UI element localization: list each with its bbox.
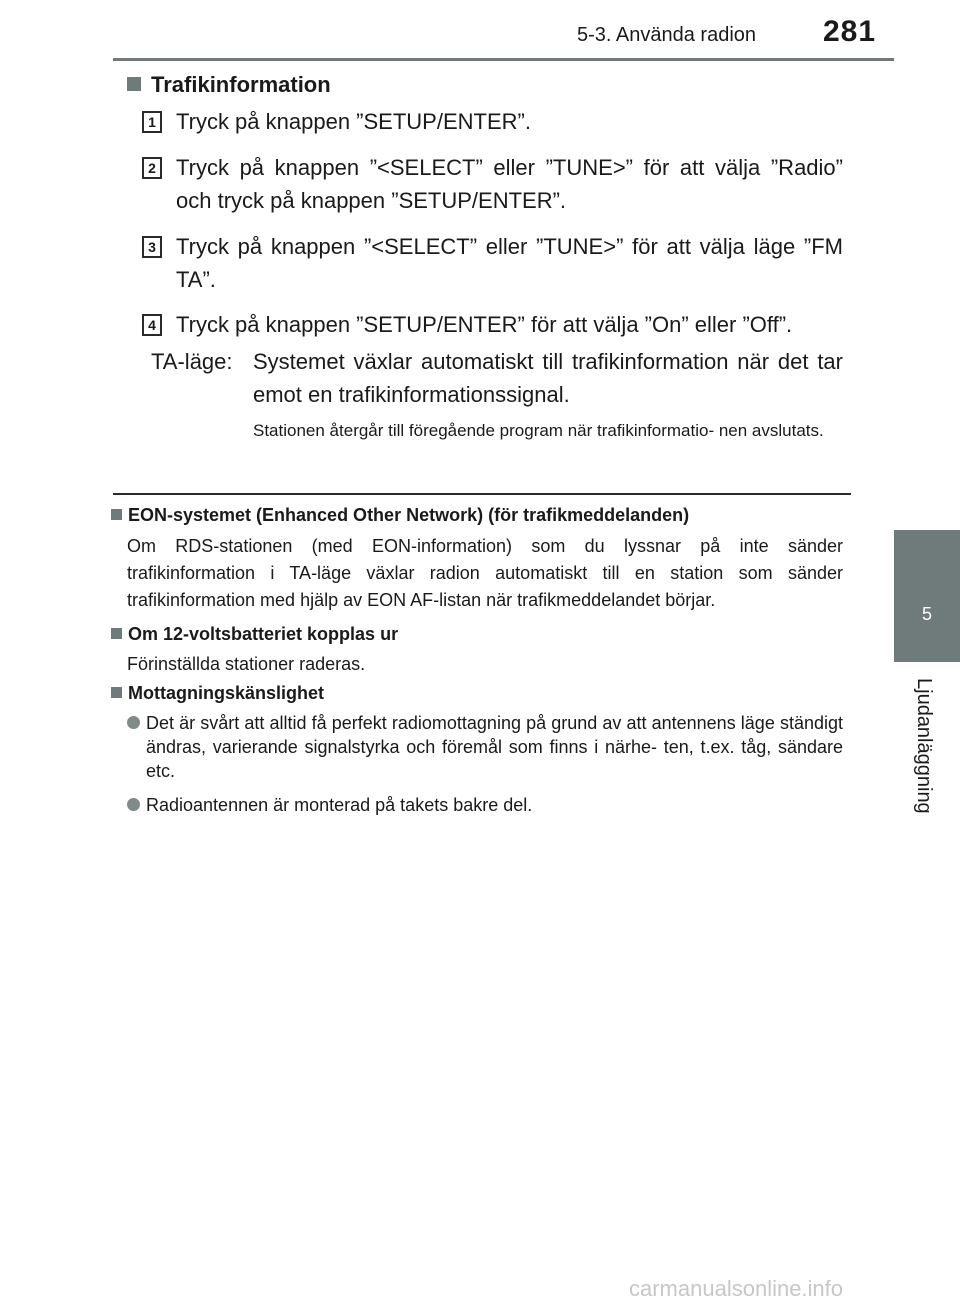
square-bullet-icon (127, 77, 141, 91)
square-bullet-icon (111, 628, 122, 639)
section-title: Trafikinformation (127, 72, 331, 98)
chapter-label: Ljudanläggning (913, 678, 935, 814)
step-number-1: 1 (142, 111, 162, 133)
note-heading-reception: Mottagningskänslighet (111, 683, 324, 704)
page-number: 281 (823, 15, 877, 48)
chapter-tab (894, 530, 960, 662)
ta-mode-label: TA-läge: (151, 349, 233, 374)
step-text-4: Tryck på knappen ”SETUP/ENTER” för att välja ”On” eller ”Off”. (176, 312, 793, 337)
chapter-number: 5 (921, 604, 932, 624)
ta-mode-description: Systemet växlar automatiskt till trafikinformation när det tar emot en trafikinformationssignal. (253, 349, 843, 407)
note-heading-eon: EON-systemet (Enhanced Other Network) (för trafikmeddelanden) (111, 505, 689, 526)
bullet-dot-icon (127, 716, 140, 729)
step-number-2: 2 (142, 157, 162, 179)
note-heading-battery: Om 12-voltsbatteriet kopplas ur (111, 624, 398, 645)
ta-mode-note: Stationen återgår till föregående program när trafikinformatio- nen avslutats. (253, 421, 824, 440)
header-divider (113, 58, 894, 61)
bullet-dot-icon (127, 798, 140, 811)
notes-divider (113, 493, 851, 495)
step-number-3: 3 (142, 236, 162, 258)
step-number-4: 4 (142, 314, 162, 336)
square-bullet-icon (111, 687, 122, 698)
reception-bullet-1: Det är svårt att alltid få perfekt radiomottagning på grund av att antennens läge ständigt ändras, varierande signalstyrka och föremål som finns i närhe- ten, t.ex. tåg, sändare etc. (146, 713, 843, 781)
step-text-2: Tryck på knappen ”<SELECT” eller ”TUNE>” för att välja ”Radio” och tryck på knappen ”SETUP/ENTER”. (176, 155, 843, 213)
section-breadcrumb: 5-3. Använda radion (577, 24, 757, 46)
note-body-eon: Om RDS-stationen (med EON-information) som du lyssnar på inte sänder trafikinformation i TA-läge växlar radion automatiskt till en station som sänder trafikinformation med hjälp av EON AF-listan när trafikmeddelandet börjar. (127, 536, 843, 610)
square-bullet-icon (111, 509, 122, 520)
step-text-1: Tryck på knappen ”SETUP/ENTER”. (176, 109, 531, 134)
reception-bullet-2: Radioantennen är monterad på takets bakre del. (146, 795, 533, 815)
watermark: carmanualsonline.info (629, 1276, 844, 1301)
note-body-battery: Förinställda stationer raderas. (127, 654, 366, 674)
step-text-3: Tryck på knappen ”<SELECT” eller ”TUNE>” för att välja läge ”FM TA”. (176, 234, 843, 292)
